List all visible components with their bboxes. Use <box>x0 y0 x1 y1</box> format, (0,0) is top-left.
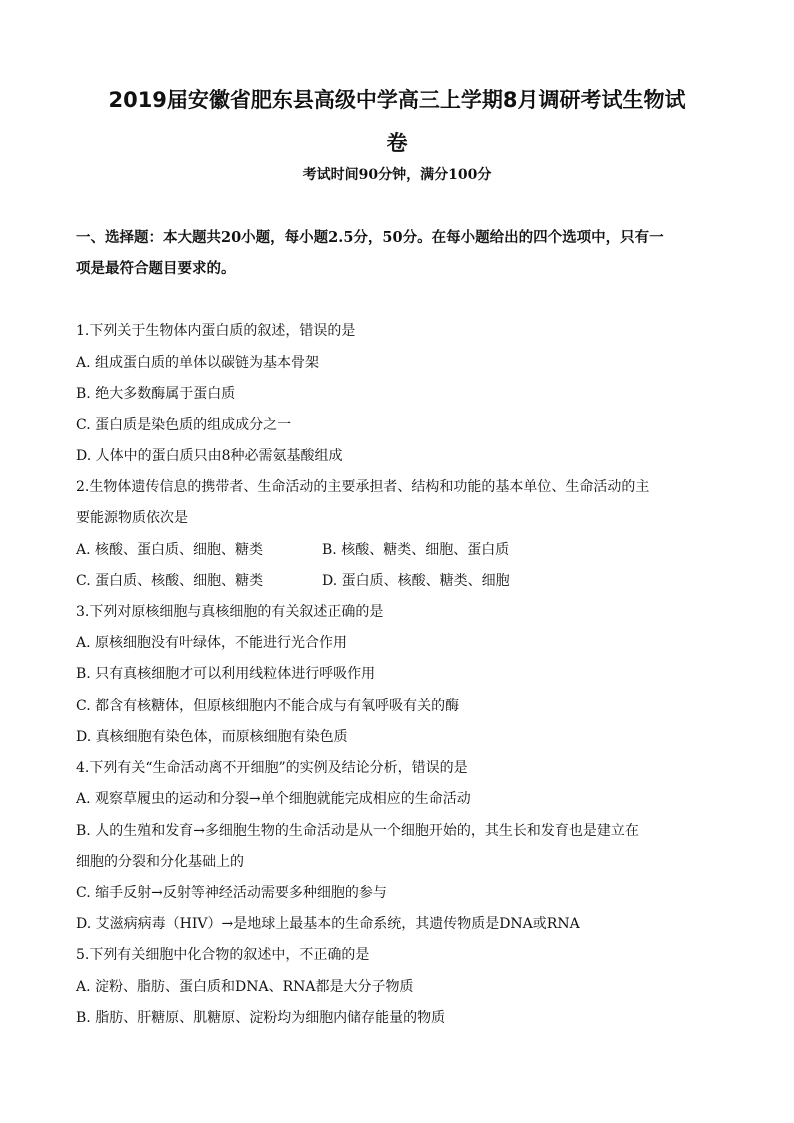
q5-option-b: B. 脂肪、肝糖原、肌糖原、淀粉均为细胞内储存能量的物质 <box>76 1010 446 1026</box>
q5-option-a: A. 淀粉、脂肪、蛋白质和DNA、RNA都是大分子物质 <box>76 979 414 995</box>
q4-option-b-line-1: B. 人的生殖和发育→多细胞生物的生命活动是从一个细胞开始的，其生长和发育也是建立在 <box>76 823 639 839</box>
exam-subtitle: 考试时间90分钟，满分100分 <box>302 167 492 183</box>
q2-option-d: D. 蛋白质、核酸、糖类、细胞 <box>322 573 510 589</box>
q2-options-row-2 <box>76 570 510 590</box>
exam-title-line-2: 卷 <box>386 131 408 155</box>
q3-option-a: A. 原核细胞没有叶绿体，不能进行光合作用 <box>76 635 348 651</box>
q1-option-a: A. 组成蛋白质的单体以碳链为基本骨架 <box>76 355 320 371</box>
q5-stem: 5.下列有关细胞中化合物的叙述中，不正确的是 <box>76 947 370 963</box>
section-heading-line-2: 项是最符合题目要求的。 <box>76 260 236 277</box>
q4-stem: 4.下列有关“生命活动离不开细胞”的实例及结论分析，错误的是 <box>76 760 468 776</box>
q3-option-c: C. 都含有核糖体，但原核细胞内不能合成与有氧呼吸有关的酶 <box>76 698 460 714</box>
q4-option-b-line-2: 细胞的分裂和分化基础上的 <box>76 854 244 870</box>
q3-option-b: B. 只有真核细胞才可以利用线粒体进行呼吸作用 <box>76 666 376 682</box>
q2-option-c: C. 蛋白质、核酸、细胞、糖类 <box>76 573 264 589</box>
q3-option-d: D. 真核细胞有染色体，而原核细胞有染色质 <box>76 729 348 745</box>
q2-stem-line-2: 要能源物质依次是 <box>76 510 188 526</box>
section-heading-line-1: 一、选择题：本大题共20小题，每小题2.5分，50分。在每小题给出的四个选项中，只有一 <box>76 229 664 246</box>
q1-stem: 1.下列关于生物体内蛋白质的叙述，错误的是 <box>76 323 356 339</box>
q2-stem-line-1: 2.生物体遗传信息的携带者、生命活动的主要承担者、结构和功能的基本单位、生命活动的主 <box>76 479 650 495</box>
q4-option-d: D. 艾滋病病毒（HIV）→是地球上最基本的生命系统，其遗传物质是DNA或RNA <box>76 916 580 932</box>
q3-stem: 3.下列对原核细胞与真核细胞的有关叙述正确的是 <box>76 604 384 620</box>
q2-options-row-1 <box>76 539 510 559</box>
q1-option-c: C. 蛋白质是染色质的组成成分之一 <box>76 417 292 433</box>
q2-option-b: B. 核酸、糖类、细胞、蛋白质 <box>322 542 510 558</box>
exam-title-line-1: 2019届安徽省肥东县高级中学高三上学期8月调研考试生物试 <box>108 88 686 112</box>
q1-option-d: D. 人体中的蛋白质只由8种必需氨基酸组成 <box>76 448 343 464</box>
q2-option-a: A. 核酸、蛋白质、细胞、糖类 <box>76 542 264 558</box>
q1-option-b: B. 绝大多数酶属于蛋白质 <box>76 386 236 402</box>
q4-option-c: C. 缩手反射→反射等神经活动需要多种细胞的参与 <box>76 885 387 901</box>
q4-option-a: A. 观察草履虫的运动和分裂→单个细胞就能完成相应的生命活动 <box>76 791 471 807</box>
